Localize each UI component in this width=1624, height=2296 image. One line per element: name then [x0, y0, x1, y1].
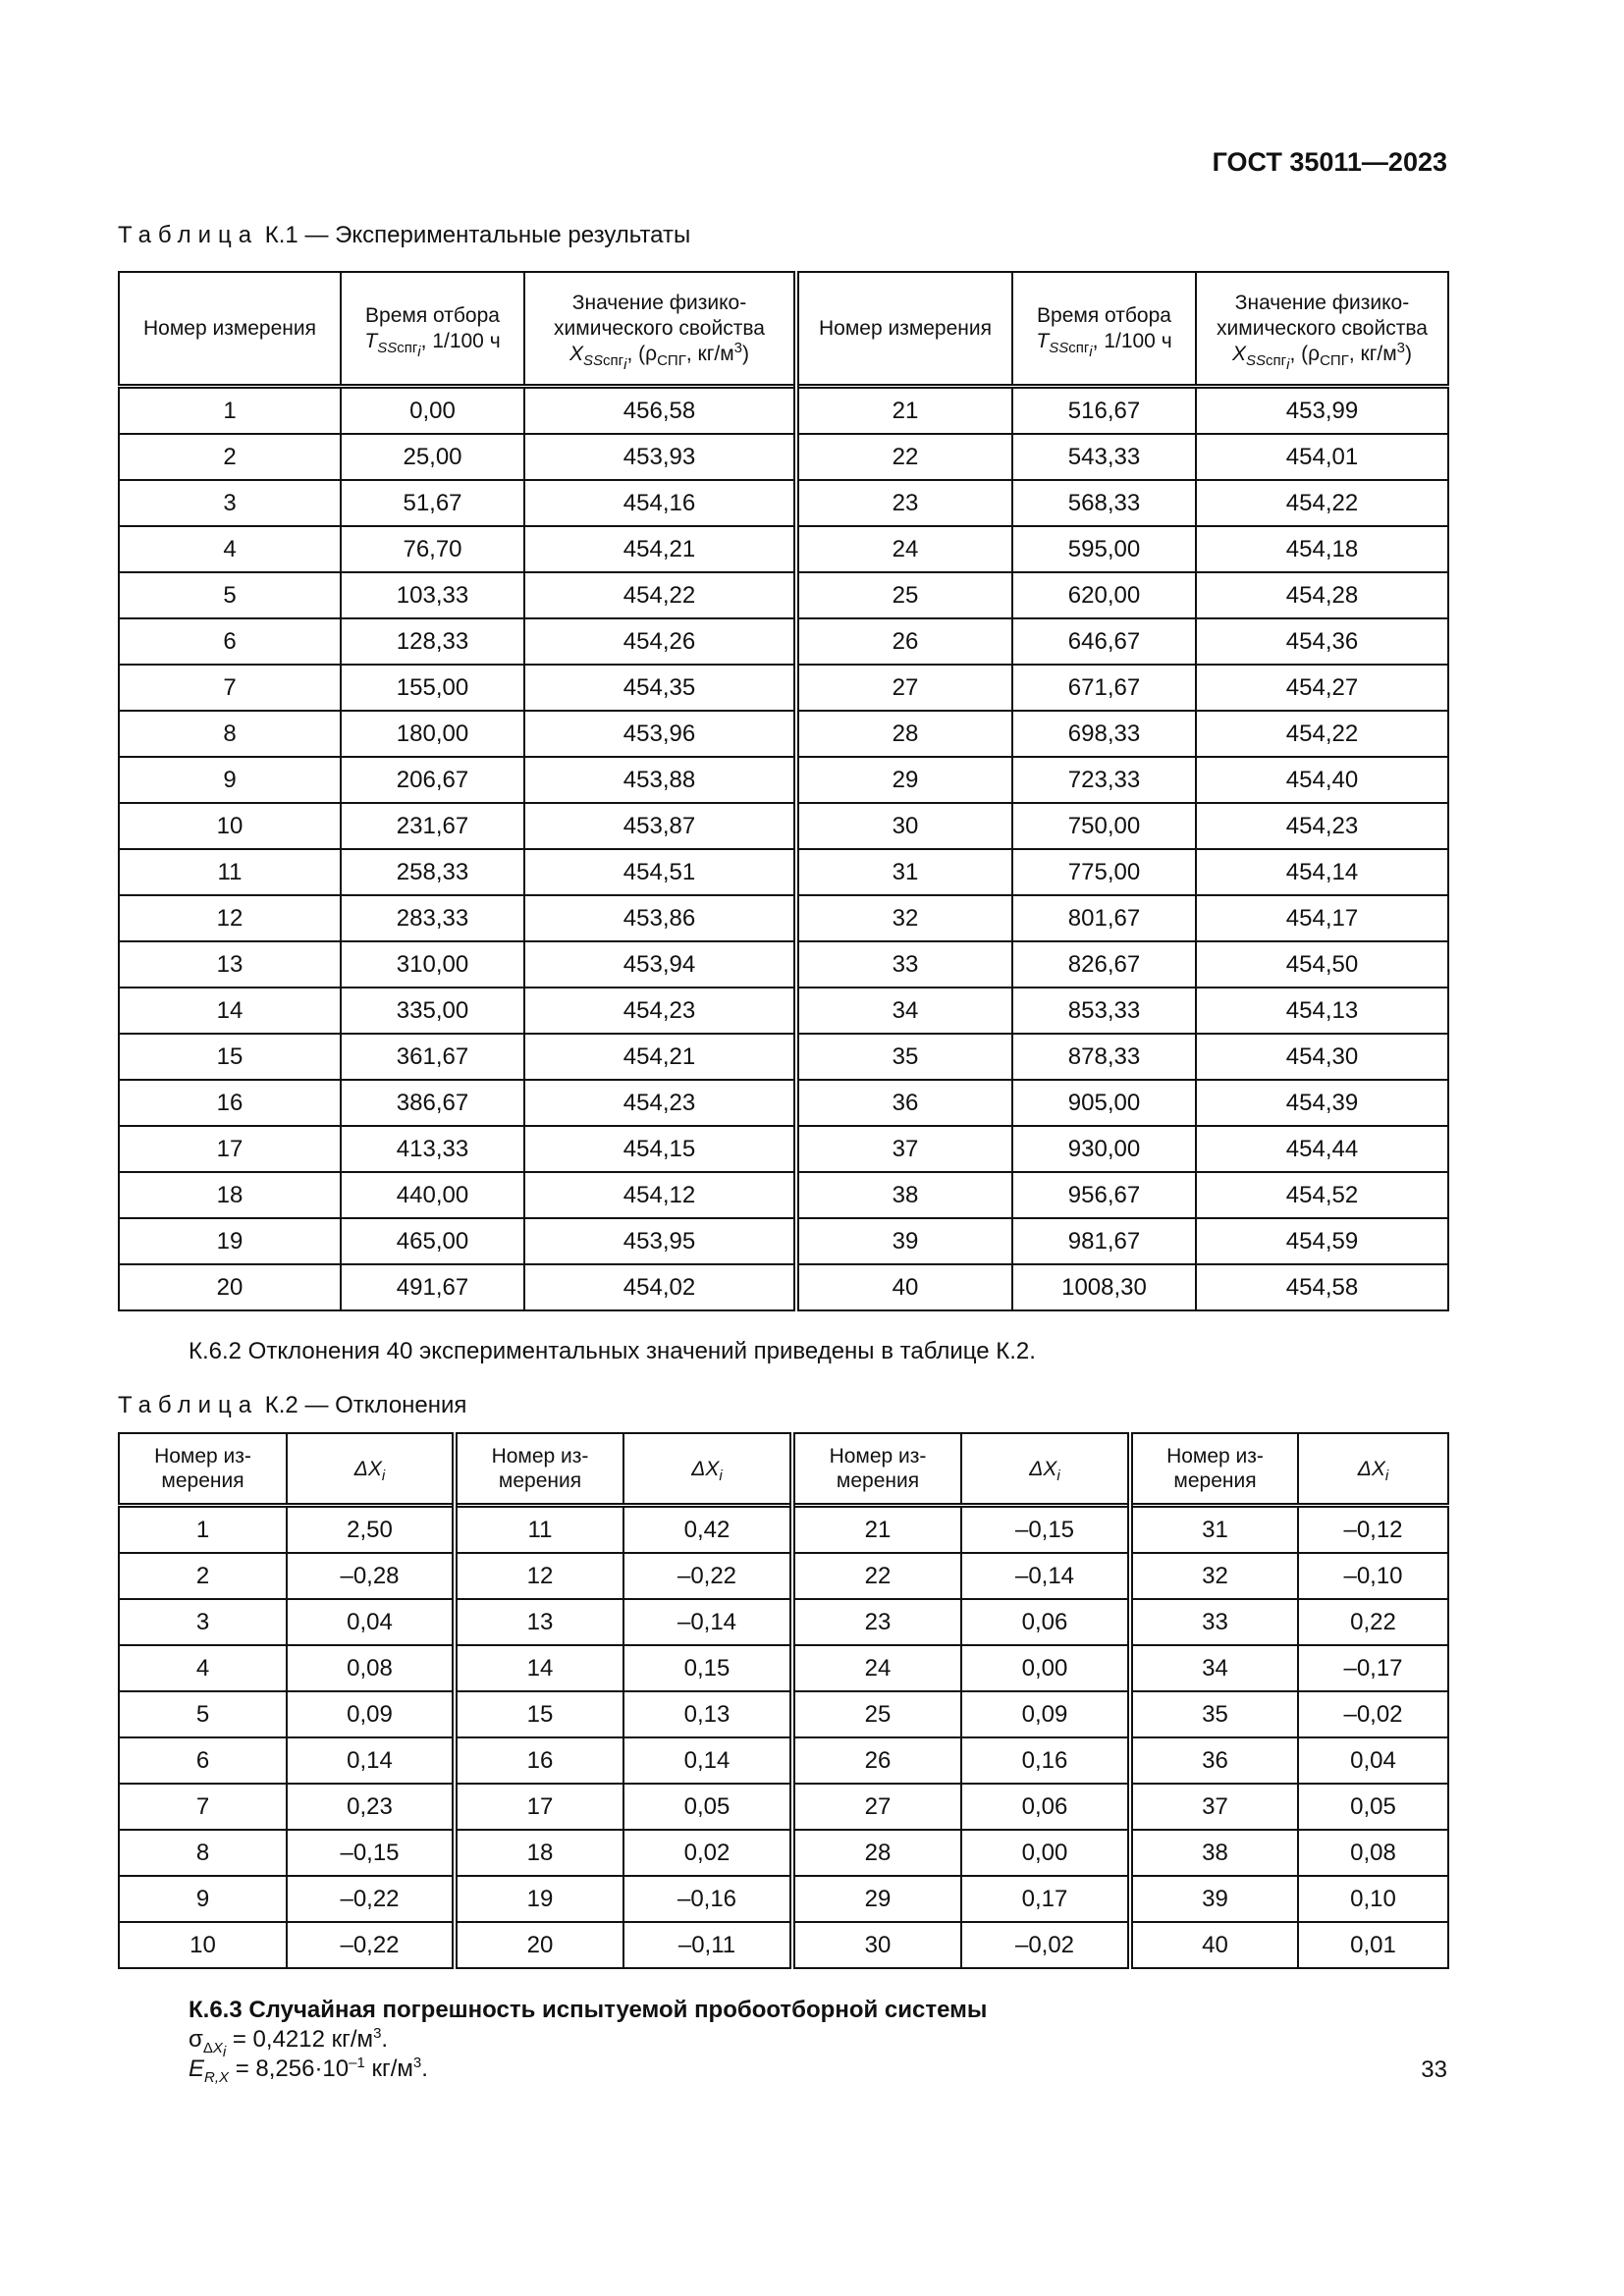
table-row	[119, 1034, 1448, 1080]
table-cell: 750,00	[1012, 803, 1196, 849]
col-header-value-line1: Значение физико-	[571, 291, 747, 314]
table-cell: 0,13	[623, 1691, 792, 1737]
table-cell: 454,14	[1196, 849, 1448, 895]
table-cell: 0,02	[623, 1830, 792, 1876]
col-header-time: Время отбора $T_{SSспг_i}$, 1/100 ч	[341, 272, 524, 387]
col-header-delta-x: $\Delta X_i$	[961, 1433, 1130, 1506]
table-cell: 25,00	[341, 434, 524, 480]
col-header-value-right: Значение физико- химического свойства $X_{SSспг_i}$, ($\rho_{СПГ}$, $кг/м^3$)	[1196, 272, 1448, 387]
table-cell: 440,00	[341, 1172, 524, 1218]
table-cell: 34	[1130, 1645, 1298, 1691]
table-cell: 7	[119, 665, 341, 711]
table-cell: 454,13	[1196, 988, 1448, 1034]
table-cell: 38	[796, 1172, 1012, 1218]
table-row	[119, 1922, 1448, 1968]
table-cell: 0,09	[287, 1691, 455, 1737]
paragraph-k62: К.6.2 Отклонения 40 экспериментальных значений приведены в таблице К.2.	[189, 1338, 1036, 1364]
table-cell: 454,51	[524, 849, 796, 895]
table-cell: 15	[455, 1691, 623, 1737]
table-cell: 310,00	[341, 941, 524, 988]
table-cell: 25	[796, 572, 1012, 618]
table-cell: 0,06	[961, 1599, 1130, 1645]
col-header-value-unit-open-right: , (ρ	[1289, 342, 1321, 365]
table-cell: 33	[796, 941, 1012, 988]
table-cell: 8	[119, 711, 341, 757]
table-cell: 283,33	[341, 895, 524, 941]
table-cell: 454,36	[1196, 618, 1448, 665]
table-cell: 2	[119, 434, 341, 480]
table-cell: 853,33	[1012, 988, 1196, 1034]
table-cell: 29	[792, 1876, 961, 1922]
table-cell: 37	[796, 1126, 1012, 1172]
col-header-number-right: Номер измерения	[796, 272, 1012, 387]
table-cell: –0,22	[287, 1876, 455, 1922]
col-header-delta-x-label: ΔX	[1029, 1457, 1057, 1480]
table-cell: 10	[119, 803, 341, 849]
table-cell: –0,02	[1298, 1691, 1448, 1737]
table-row	[119, 1506, 1448, 1554]
table-cell: –0,15	[961, 1506, 1130, 1554]
table-cell: 2	[119, 1553, 287, 1599]
table-cell: 23	[792, 1599, 961, 1645]
table-cell: 30	[792, 1922, 961, 1968]
table-row	[119, 803, 1448, 849]
table-cell: 40	[796, 1264, 1012, 1310]
table-cell: 454,44	[1196, 1126, 1448, 1172]
table-cell: 453,88	[524, 757, 796, 803]
table-row	[119, 1172, 1448, 1218]
e-unit: кг/м	[364, 2056, 413, 2082]
table-row	[119, 1645, 1448, 1691]
table-cell: 26	[792, 1737, 961, 1784]
table-cell: 454,40	[1196, 757, 1448, 803]
col-header-delta-x: $\Delta X_i$	[1298, 1433, 1448, 1506]
table-cell: 0,00	[961, 1645, 1130, 1691]
col-header-number	[119, 1433, 287, 1506]
table-row	[119, 1830, 1448, 1876]
table-cell: 35	[1130, 1691, 1298, 1737]
table-cell: 454,39	[1196, 1080, 1448, 1126]
table-cell: 453,99	[1196, 387, 1448, 435]
table-cell: 454,23	[524, 988, 796, 1034]
table-cell: 103,33	[341, 572, 524, 618]
table-cell: 0,22	[1298, 1599, 1448, 1645]
table-cell: 38	[1130, 1830, 1298, 1876]
table-cell: 35	[796, 1034, 1012, 1080]
table-cell: 36	[796, 1080, 1012, 1126]
table-cell: 454,52	[1196, 1172, 1448, 1218]
page-number: 33	[1421, 2056, 1447, 2083]
col-header-number	[1130, 1433, 1298, 1506]
table-cell: 13	[119, 941, 341, 988]
col-header-value-line1-right: Значение физико-	[1234, 291, 1410, 314]
table-cell: 454,23	[1196, 803, 1448, 849]
table-cell: 0,23	[287, 1784, 455, 1830]
table-cell: –0,11	[623, 1922, 792, 1968]
table-cell: 26	[796, 618, 1012, 665]
table-cell: 456,58	[524, 387, 796, 435]
table-cell: 543,33	[1012, 434, 1196, 480]
table-cell: 30	[796, 803, 1012, 849]
table-cell: 28	[796, 711, 1012, 757]
table-cell: 258,33	[341, 849, 524, 895]
table-row	[119, 1784, 1448, 1830]
table-cell: 9	[119, 1876, 287, 1922]
table-cell: 775,00	[1012, 849, 1196, 895]
table-cell: 454,22	[1196, 480, 1448, 526]
table-cell: 568,33	[1012, 480, 1196, 526]
table-row	[119, 1553, 1448, 1599]
col-header-number-line2: мерения	[498, 1469, 582, 1492]
table-cell: 878,33	[1012, 1034, 1196, 1080]
table-cell: 0,42	[623, 1506, 792, 1554]
col-header-time-line1: Время отбора	[365, 303, 500, 327]
col-header-number-line1: Номер из-	[829, 1445, 927, 1468]
table-cell: –0,10	[1298, 1553, 1448, 1599]
table-row	[119, 1876, 1448, 1922]
col-header-time-line1-right: Время отбора	[1037, 303, 1171, 327]
table-cell: 33	[1130, 1599, 1298, 1645]
table-cell: 155,00	[341, 665, 524, 711]
e-formula: $E_{R,X} = 8,256\cdot 10^{-1}$ $кг/м^3$.	[189, 2055, 428, 2086]
sigma-formula: $\sigma_{\Delta X_i} = 0,4212$ $кг/м^3$.	[189, 2025, 389, 2060]
table-cell: 0,04	[1298, 1737, 1448, 1784]
table-cell: 32	[796, 895, 1012, 941]
table-cell: 0,14	[287, 1737, 455, 1784]
table-cell: 454,18	[1196, 526, 1448, 572]
table-cell: 981,67	[1012, 1218, 1196, 1264]
table-cell: 491,67	[341, 1264, 524, 1310]
table-cell: –0,28	[287, 1553, 455, 1599]
col-header-value-line2: химического свойства	[554, 316, 765, 340]
caption-text: К.1 — Экспериментальные результаты	[264, 222, 691, 248]
table-cell: –0,14	[961, 1553, 1130, 1599]
table-cell: 671,67	[1012, 665, 1196, 711]
table-k1	[118, 271, 1449, 1311]
table-cell: 0,17	[961, 1876, 1130, 1922]
col-header-delta-x-label: ΔX	[691, 1457, 720, 1480]
table-row	[119, 387, 1448, 435]
table-cell: 14	[119, 988, 341, 1034]
table-cell: 29	[796, 757, 1012, 803]
table-cell: 454,02	[524, 1264, 796, 1310]
col-header-number-line1: Номер из-	[154, 1445, 251, 1468]
table-cell: 826,67	[1012, 941, 1196, 988]
col-header-number-line1: Номер из-	[491, 1445, 589, 1468]
table-cell: 646,67	[1012, 618, 1196, 665]
col-header-number	[792, 1433, 961, 1506]
table-cell: 24	[792, 1645, 961, 1691]
table-cell: 3	[119, 480, 341, 526]
table-cell: 24	[796, 526, 1012, 572]
table-row	[119, 941, 1448, 988]
table-cell: 4	[119, 526, 341, 572]
table-cell: 19	[119, 1218, 341, 1264]
col-header-number-line2: мерения	[1173, 1469, 1257, 1492]
table-row	[119, 1126, 1448, 1172]
caption-label-k2: Таблица	[118, 1392, 259, 1418]
table-cell: 34	[796, 988, 1012, 1034]
table-cell: 0,05	[623, 1784, 792, 1830]
table-row	[119, 711, 1448, 757]
table-cell: 11	[455, 1506, 623, 1554]
col-header-value-line2-right: химического свойства	[1217, 316, 1428, 340]
e-value: = 8,256·10	[229, 2056, 350, 2082]
table-row	[119, 572, 1448, 618]
table-cell: 17	[455, 1784, 623, 1830]
table-cell: –0,17	[1298, 1645, 1448, 1691]
table-cell: –0,15	[287, 1830, 455, 1876]
table-cell: –0,02	[961, 1922, 1130, 1968]
table-cell: 595,00	[1012, 526, 1196, 572]
table-cell: 11	[119, 849, 341, 895]
table-cell: 12	[119, 895, 341, 941]
table-cell: 454,22	[524, 572, 796, 618]
table-cell: 0,08	[287, 1645, 455, 1691]
table-cell: 0,05	[1298, 1784, 1448, 1830]
table-cell: 15	[119, 1034, 341, 1080]
table-cell: 1	[119, 387, 341, 435]
table-cell: 454,58	[1196, 1264, 1448, 1310]
table-cell: –0,22	[287, 1922, 455, 1968]
document-code: ГОСТ 35011—2023	[1212, 147, 1447, 177]
table-cell: 206,67	[341, 757, 524, 803]
table-cell: 0,04	[287, 1599, 455, 1645]
table-cell: 32	[1130, 1553, 1298, 1599]
table-cell: 454,16	[524, 480, 796, 526]
table-cell: 8	[119, 1830, 287, 1876]
table-cell: 454,35	[524, 665, 796, 711]
table-cell: 22	[792, 1553, 961, 1599]
table-cell: 1008,30	[1012, 1264, 1196, 1310]
col-header-number: Номер измерения	[119, 272, 341, 387]
table-cell: 9	[119, 757, 341, 803]
table-cell: –0,22	[623, 1553, 792, 1599]
table-row	[119, 1218, 1448, 1264]
table-cell: 6	[119, 618, 341, 665]
table-cell: 413,33	[341, 1126, 524, 1172]
table-cell: –0,12	[1298, 1506, 1448, 1554]
table-cell: 0,15	[623, 1645, 792, 1691]
table-row	[119, 849, 1448, 895]
table-row	[119, 895, 1448, 941]
table-cell: 22	[796, 434, 1012, 480]
table-cell: 19	[455, 1876, 623, 1922]
table-cell: 7	[119, 1784, 287, 1830]
table-cell: 18	[119, 1172, 341, 1218]
table-row	[119, 618, 1448, 665]
table-cell: 231,67	[341, 803, 524, 849]
col-header-delta-x-label: ΔX	[1357, 1457, 1385, 1480]
table-cell: 17	[119, 1126, 341, 1172]
table-row	[119, 757, 1448, 803]
table-cell: 76,70	[341, 526, 524, 572]
table-cell: 39	[796, 1218, 1012, 1264]
table-cell: –0,14	[623, 1599, 792, 1645]
table-cell: 27	[796, 665, 1012, 711]
table-cell: 128,33	[341, 618, 524, 665]
col-header-number-line2: мерения	[836, 1469, 920, 1492]
table-cell: 12	[455, 1553, 623, 1599]
sigma-value: = 0,4212 кг/м	[226, 2026, 374, 2053]
table-row	[119, 526, 1448, 572]
table-row	[119, 1737, 1448, 1784]
table-k2	[118, 1432, 1449, 1969]
table-cell: 453,93	[524, 434, 796, 480]
col-header-number	[455, 1433, 623, 1506]
table-cell: 454,01	[1196, 434, 1448, 480]
table-cell: 39	[1130, 1876, 1298, 1922]
table-cell: 21	[796, 387, 1012, 435]
table-cell: 23	[796, 480, 1012, 526]
caption-label: Таблица	[118, 222, 259, 248]
table-cell: 21	[792, 1506, 961, 1554]
col-header-number-line1: Номер из-	[1166, 1445, 1264, 1468]
col-header-value-unit-close: , кг/м	[685, 342, 734, 365]
table-cell: 18	[455, 1830, 623, 1876]
table-cell: 40	[1130, 1922, 1298, 1968]
col-header-time-right: Время отбора $T_{SSспг_i}$, 1/100 ч	[1012, 272, 1196, 387]
table-cell: 453,96	[524, 711, 796, 757]
table-cell: 453,94	[524, 941, 796, 988]
table-cell: 453,95	[524, 1218, 796, 1264]
col-header-time-unit-right: , 1/100 ч	[1092, 329, 1172, 352]
caption-text-k2: К.2 — Отклонения	[264, 1392, 467, 1418]
table-cell: 0,01	[1298, 1922, 1448, 1968]
table-cell: 454,28	[1196, 572, 1448, 618]
table-cell: 454,23	[524, 1080, 796, 1126]
col-header-value-unit-close-right: , кг/м	[1348, 342, 1397, 365]
table-cell: 10	[119, 1922, 287, 1968]
col-header-number-line2: мерения	[161, 1469, 244, 1492]
table-cell: 0,14	[623, 1737, 792, 1784]
table-row	[119, 1691, 1448, 1737]
table-cell: 698,33	[1012, 711, 1196, 757]
table-cell: 454,50	[1196, 941, 1448, 988]
table-cell: 0,00	[961, 1830, 1130, 1876]
table-k1-caption	[118, 222, 690, 249]
table-cell: 0,16	[961, 1737, 1130, 1784]
table-cell: 6	[119, 1737, 287, 1784]
table-cell: 31	[796, 849, 1012, 895]
section-k63-heading: К.6.3 Случайная погрешность испытуемой пробоотборной системы	[189, 1997, 988, 2023]
table-cell: 453,86	[524, 895, 796, 941]
table-cell: 465,00	[341, 1218, 524, 1264]
table-cell: 386,67	[341, 1080, 524, 1126]
table-cell: 454,15	[524, 1126, 796, 1172]
table-cell: 723,33	[1012, 757, 1196, 803]
table-cell: 20	[119, 1264, 341, 1310]
table-cell: 4	[119, 1645, 287, 1691]
table-cell: 335,00	[341, 988, 524, 1034]
table-cell: 0,06	[961, 1784, 1130, 1830]
table-cell: 36	[1130, 1737, 1298, 1784]
table-row	[119, 1599, 1448, 1645]
table-cell: 0,09	[961, 1691, 1130, 1737]
table-cell: 905,00	[1012, 1080, 1196, 1126]
table-cell: 361,67	[341, 1034, 524, 1080]
table-cell: 37	[1130, 1784, 1298, 1830]
table-row	[119, 434, 1448, 480]
table-cell: 516,67	[1012, 387, 1196, 435]
table-cell: 16	[119, 1080, 341, 1126]
table-cell: 20	[455, 1922, 623, 1968]
table-cell: 16	[455, 1737, 623, 1784]
table-row	[119, 665, 1448, 711]
table-cell: 51,67	[341, 480, 524, 526]
col-header-value: Значение физико- химического свойства $X_{SSспг_i}$, ($\rho_{СПГ}$, $кг/м^3$)	[524, 272, 796, 387]
col-header-delta-x: $\Delta X_i$	[623, 1433, 792, 1506]
table-cell: 0,00	[341, 387, 524, 435]
table-cell: 25	[792, 1691, 961, 1737]
table-row	[119, 1264, 1448, 1310]
table-k2-caption	[118, 1392, 466, 1419]
table-cell: 1	[119, 1506, 287, 1554]
col-header-time-unit: , 1/100 ч	[420, 329, 501, 352]
table-cell: 454,21	[524, 526, 796, 572]
table-cell: 454,12	[524, 1172, 796, 1218]
table-cell: 180,00	[341, 711, 524, 757]
table-cell: 454,30	[1196, 1034, 1448, 1080]
table-cell: 454,59	[1196, 1218, 1448, 1264]
table-cell: 454,21	[524, 1034, 796, 1080]
e-exponent: –1	[349, 2055, 365, 2071]
table-cell: 454,27	[1196, 665, 1448, 711]
table-cell: 0,10	[1298, 1876, 1448, 1922]
table-cell: 620,00	[1012, 572, 1196, 618]
table-cell: 454,17	[1196, 895, 1448, 941]
table-row	[119, 1080, 1448, 1126]
table-cell: 930,00	[1012, 1126, 1196, 1172]
table-cell: 13	[455, 1599, 623, 1645]
table-cell: 453,87	[524, 803, 796, 849]
table-cell: 5	[119, 1691, 287, 1737]
table-cell: 14	[455, 1645, 623, 1691]
table-cell: 801,67	[1012, 895, 1196, 941]
table-cell: –0,16	[623, 1876, 792, 1922]
table-row	[119, 988, 1448, 1034]
table-cell: 454,26	[524, 618, 796, 665]
table-cell: 3	[119, 1599, 287, 1645]
col-header-delta-x-label: ΔX	[353, 1457, 382, 1480]
table-cell: 454,22	[1196, 711, 1448, 757]
table-cell: 2,50	[287, 1506, 455, 1554]
table-cell: 27	[792, 1784, 961, 1830]
table-cell: 28	[792, 1830, 961, 1876]
col-header-value-unit-open: , (ρ	[626, 342, 658, 365]
col-header-delta-x: $\Delta X_i$	[287, 1433, 455, 1506]
table-cell: 956,67	[1012, 1172, 1196, 1218]
table-row	[119, 480, 1448, 526]
table-cell: 31	[1130, 1506, 1298, 1554]
table-cell: 0,08	[1298, 1830, 1448, 1876]
table-cell: 5	[119, 572, 341, 618]
